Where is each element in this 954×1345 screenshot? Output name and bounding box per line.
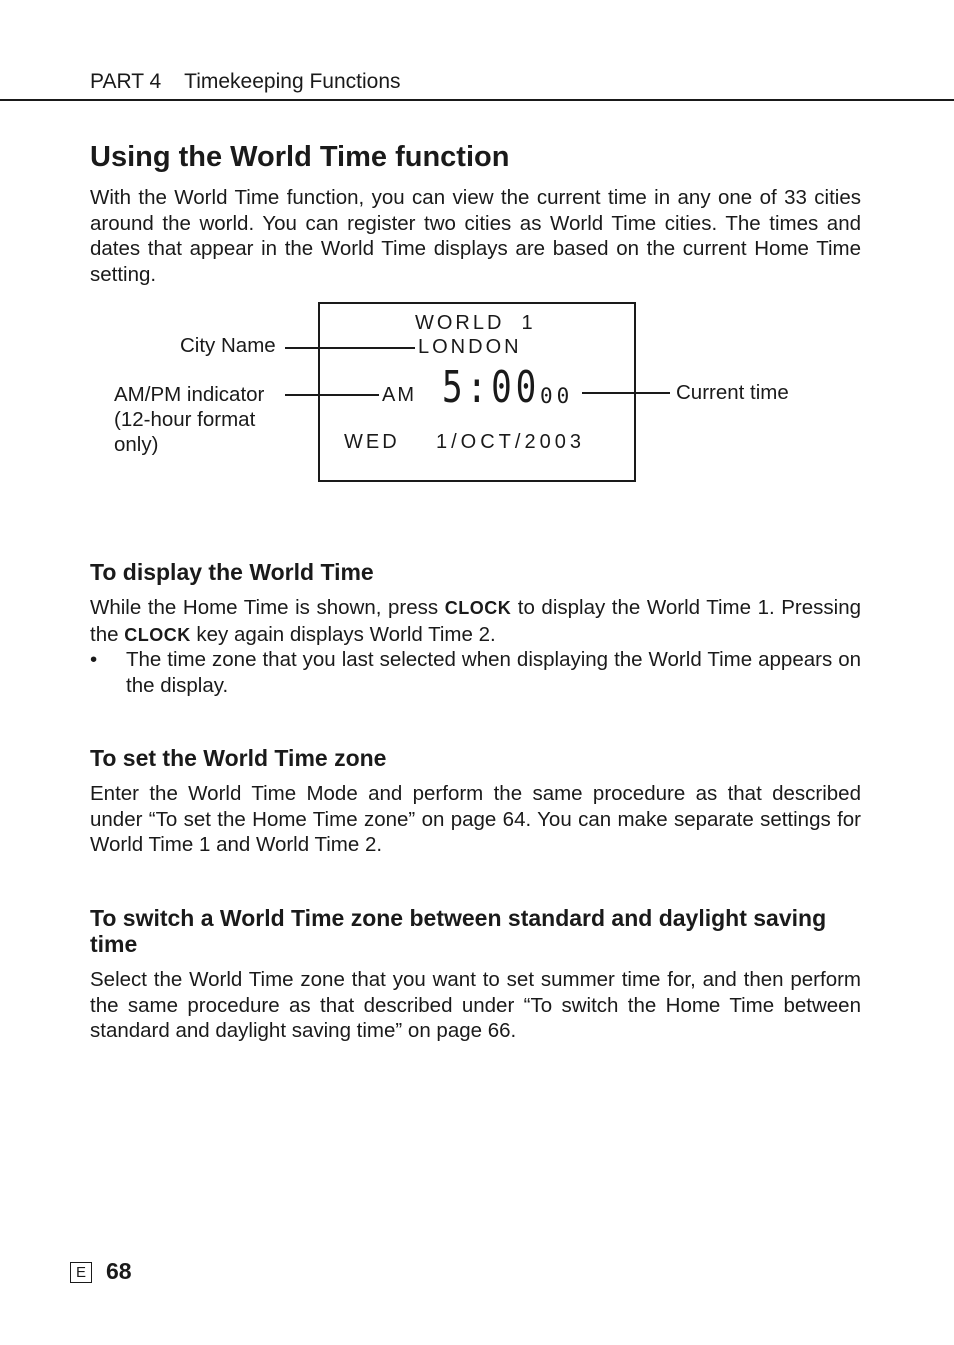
callout-current-time: Current time — [676, 381, 789, 404]
callout-ampm: AM/PM indicator (12-hour format only) — [114, 383, 265, 456]
display-text-a: While the Home Time is shown, press — [90, 596, 445, 619]
callout-time-line — [582, 392, 670, 394]
callout-ampm-line — [285, 394, 379, 396]
lcd-date: 1/OCT/2003 — [436, 431, 585, 453]
page-title: Using the World Time function — [90, 141, 510, 173]
header-rule — [0, 99, 954, 101]
header-section: Timekeeping Functions — [184, 70, 401, 93]
clock-key: CLOCK — [124, 624, 191, 645]
lcd-seconds: 00 — [540, 384, 574, 408]
display-paragraph — [90, 595, 861, 648]
lcd-ampm: AM — [382, 384, 416, 406]
heading-switch-dst: To switch a World Time zone between standard and daylight saving time — [90, 905, 827, 957]
list-item — [90, 647, 861, 698]
callout-city-name: City Name — [180, 334, 276, 357]
switch-paragraph: Select the World Time zone that you want to set summer time for, and then perform the same procedure as that described under “To switch the Home Time between standard and daylight saving time” on page 66. — [90, 968, 861, 1043]
page-number: 68 — [106, 1258, 132, 1284]
heading-display-world-time: To display the World Time — [90, 559, 374, 585]
bullet-text: The time zone that you last selected when displaying the World Time appears on the display. — [126, 648, 861, 697]
display-text-b: to display the World Time 1. Pressing the — [90, 596, 861, 646]
running-header — [90, 70, 401, 94]
lcd-day: WED — [344, 431, 400, 453]
header-part: PART 4 — [90, 70, 162, 93]
lcd-city: LONDON — [418, 336, 522, 358]
callout-city-line — [285, 347, 415, 349]
lcd-time: 5:00 — [442, 362, 541, 413]
display-text-c: key again displays World Time 2. — [190, 622, 496, 646]
bullet-mark: • — [90, 648, 98, 671]
language-marker: E — [70, 1262, 92, 1283]
intro-paragraph: With the World Time function, you can view the current time in any one of 33 cities around the world. You can register two cities as World Time cities. The times and dates that appear in the World Time displays are based on the current Home Time setting. — [90, 186, 861, 286]
lcd-world-line: WORLD 1 — [415, 312, 536, 334]
set-zone-paragraph: Enter the World Time Mode and perform the same procedure as that described under “To set the Home Time zone” on page 64. You can make separate settings for World Time 1 and World Time 2. — [90, 782, 861, 857]
heading-set-zone: To set the World Time zone — [90, 745, 387, 771]
clock-key: CLOCK — [444, 598, 512, 618]
